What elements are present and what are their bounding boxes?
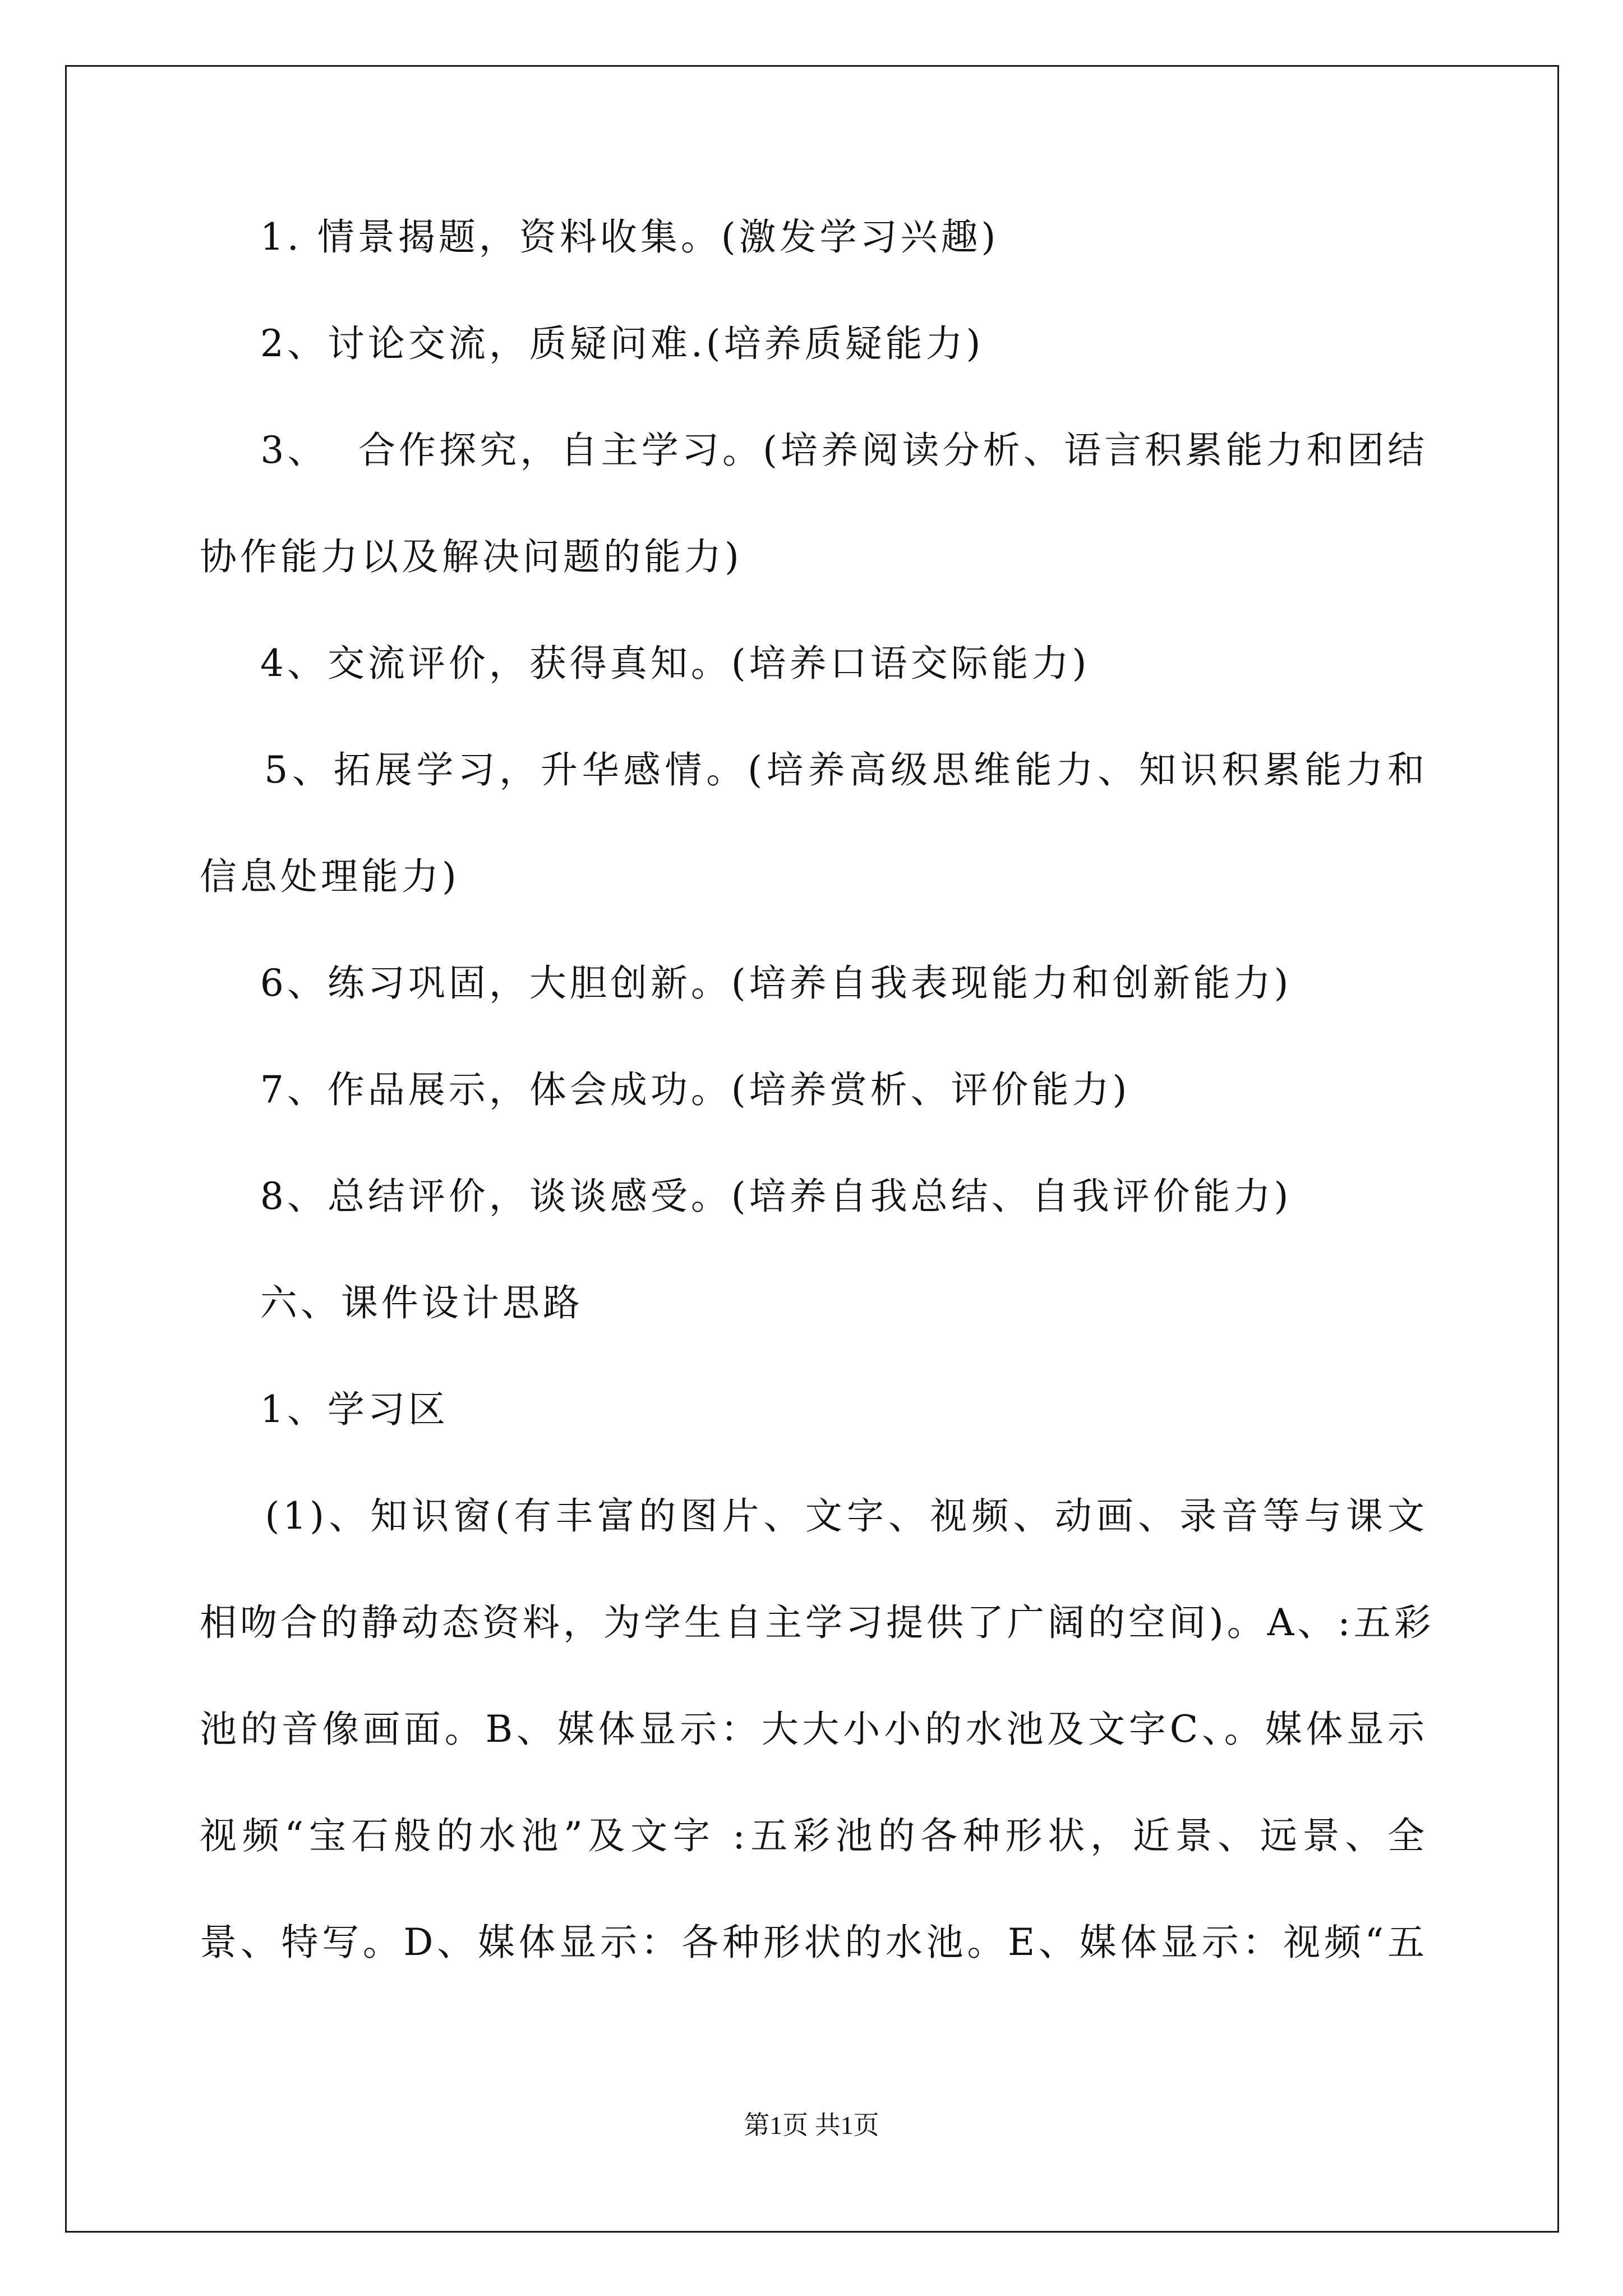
section-heading: 六、课件设计思路 <box>200 1281 583 1324</box>
text-line: 视频“宝石般的水池”及文字 :五彩池的各种形状，近景、远景、全 <box>200 1814 1428 1857</box>
text-line: 2、讨论交流，质疑问难.(培养质疑能力) <box>200 322 984 365</box>
text-line: 池的音像画面。B、媒体显示：大大小小的水池及文字C、。媒体显示 <box>200 1708 1428 1751</box>
subsection-heading: 1、学习区 <box>200 1388 449 1431</box>
text-line: 信息处理能力) <box>200 855 460 898</box>
text-line: 相吻合的静动态资料，为学生自主学习提供了广阔的空间)。A、:五彩 <box>200 1601 1435 1644</box>
text-line: 5、拓展学习，升华感情。(培养高级思维能力、知识积累能力和 <box>200 748 1428 792</box>
text-line: (1)、知识窗(有丰富的图片、文字、视频、动画、录音等与课文 <box>200 1494 1428 1538</box>
page-border <box>65 65 1559 2233</box>
page-number-footer: 第1页 共1页 <box>744 2111 879 2139</box>
text-line: 8、总结评价，谈谈感受。(培养自我总结、自我评价能力) <box>200 1175 1292 1218</box>
text-line: 3、 合作探究，自主学习。(培养阅读分析、语言积累能力和团结 <box>200 429 1428 472</box>
text-line: 协作能力以及解决问题的能力) <box>200 535 743 578</box>
text-line: 1. 情景揭题，资料收集。(激发学习兴趣) <box>200 215 999 259</box>
text-line: 6、练习巩固，大胆创新。(培养自我表现能力和创新能力) <box>200 961 1292 1005</box>
text-line: 7、作品展示，体会成功。(培养赏析、评价能力) <box>200 1068 1131 1111</box>
text-line: 景、特写。D、媒体显示：各种形状的水池。E、媒体显示：视频“五 <box>200 1921 1428 1964</box>
text-line: 4、交流评价，获得真知。(培养口语交际能力) <box>200 642 1090 685</box>
